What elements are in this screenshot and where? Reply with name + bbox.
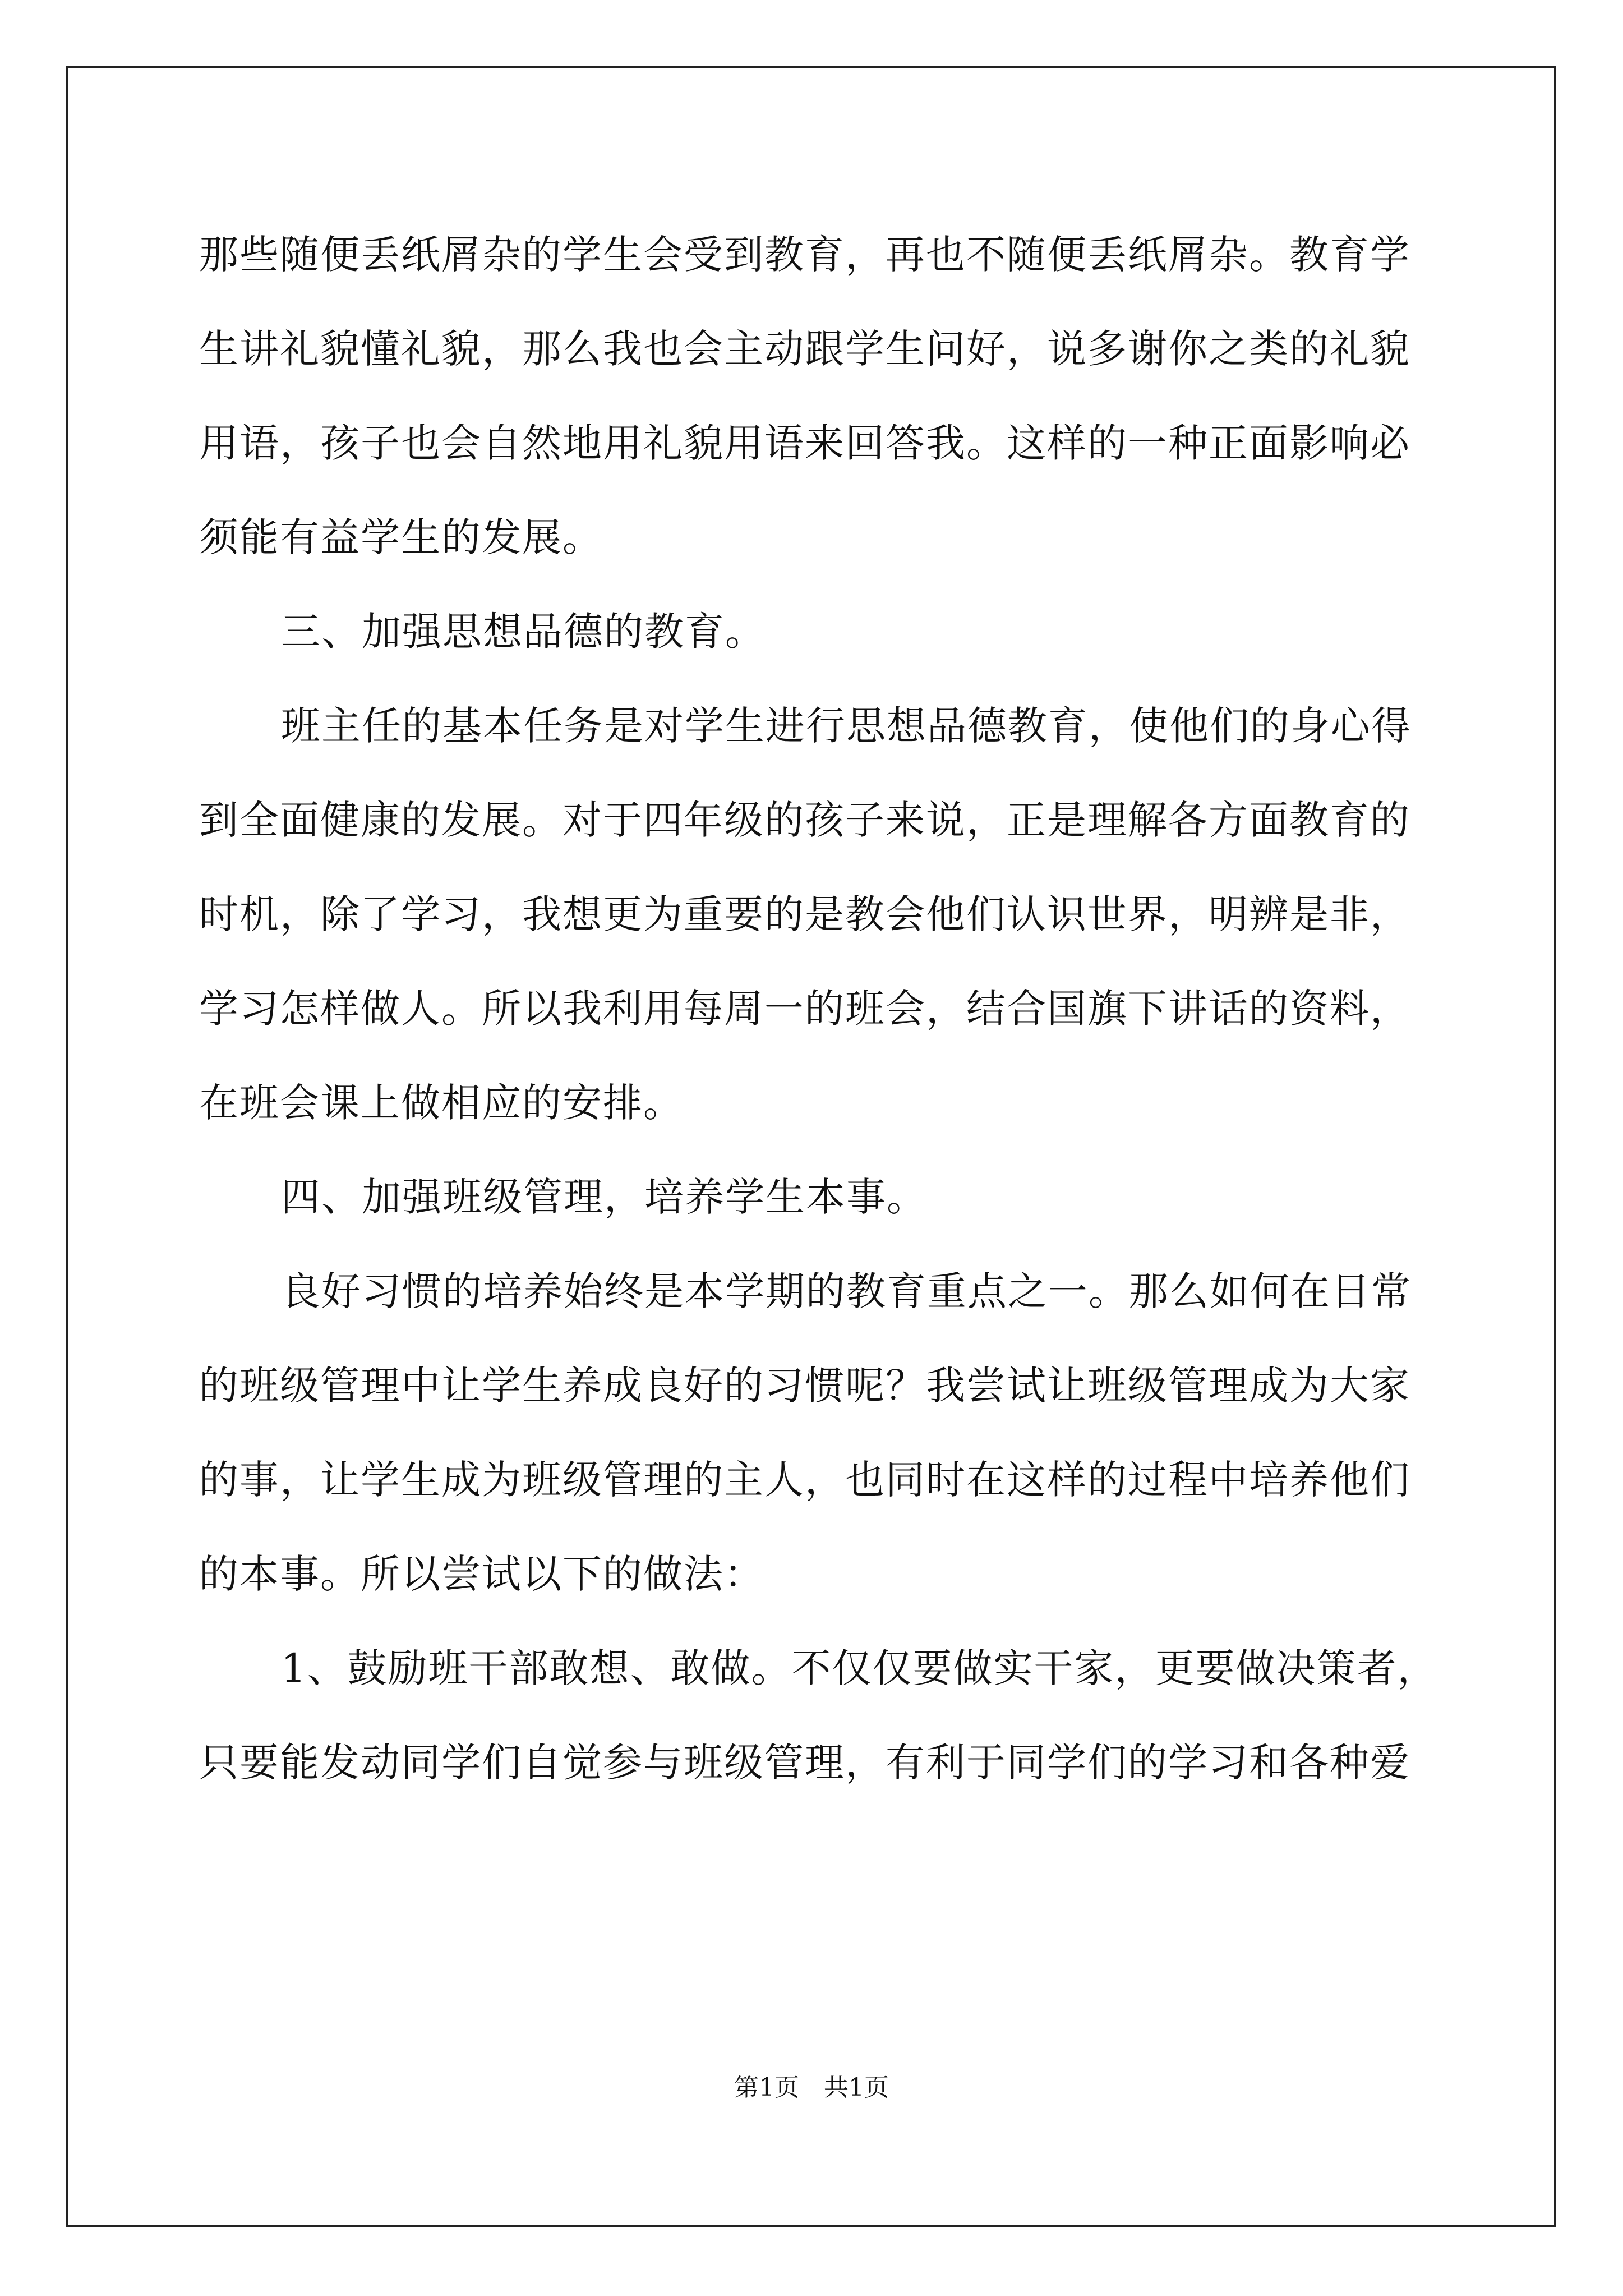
document-body xyxy=(199,208,1438,1810)
text-line: 时机，除了学习，我想更为重要的是教会他们认识世界，明辨是非， xyxy=(199,891,1410,937)
section-heading-four: 四、加强班级管理，培养学生本事。 xyxy=(281,1174,927,1220)
text-line: 的本事。所以尝试以下的做法： xyxy=(199,1551,764,1597)
section-heading-three: 三、加强思想品德的教育。 xyxy=(281,609,766,655)
page-footer: 第1页 共1页 xyxy=(734,2073,889,2102)
text-line: 那些随便丢纸屑杂的学生会受到教育，再也不随便丢纸屑杂。教育学 xyxy=(199,232,1410,278)
text-line: 的班级管理中让学生养成良好的习惯呢？我尝试让班级管理成为大家 xyxy=(199,1363,1410,1409)
text-line: 只要能发动同学们自觉参与班级管理，有利于同学们的学习和各种爱 xyxy=(199,1740,1410,1786)
text-line: 生讲礼貌懂礼貌，那么我也会主动跟学生问好，说多谢你之类的礼貌 xyxy=(199,326,1410,372)
text-line: 在班会课上做相应的安排。 xyxy=(199,1080,684,1126)
text-line: 班主任的基本任务是对学生进行思想品德教育，使他们的身心得 xyxy=(281,703,1412,749)
text-line: 良好习惯的培养始终是本学期的教育重点之一。那么如何在日常 xyxy=(281,1268,1412,1314)
text-line: 用语，孩子也会自然地用礼貌用语来回答我。这样的一种正面影响必 xyxy=(199,420,1410,466)
text-line: 到全面健康的发展。对于四年级的孩子来说，正是理解各方面教育的 xyxy=(199,797,1410,843)
text-line: 须能有益学生的发展。 xyxy=(199,514,603,560)
list-item-one: 1、鼓励班干部敢想、敢做。不仅仅要做实干家，更要做决策者， xyxy=(281,1645,1438,1691)
text-line: 学习怎样做人。所以我利用每周一的班会，结合国旗下讲话的资料， xyxy=(199,986,1410,1032)
text-line: 的事，让学生成为班级管理的主人，也同时在这样的过程中培养他们 xyxy=(199,1457,1410,1503)
